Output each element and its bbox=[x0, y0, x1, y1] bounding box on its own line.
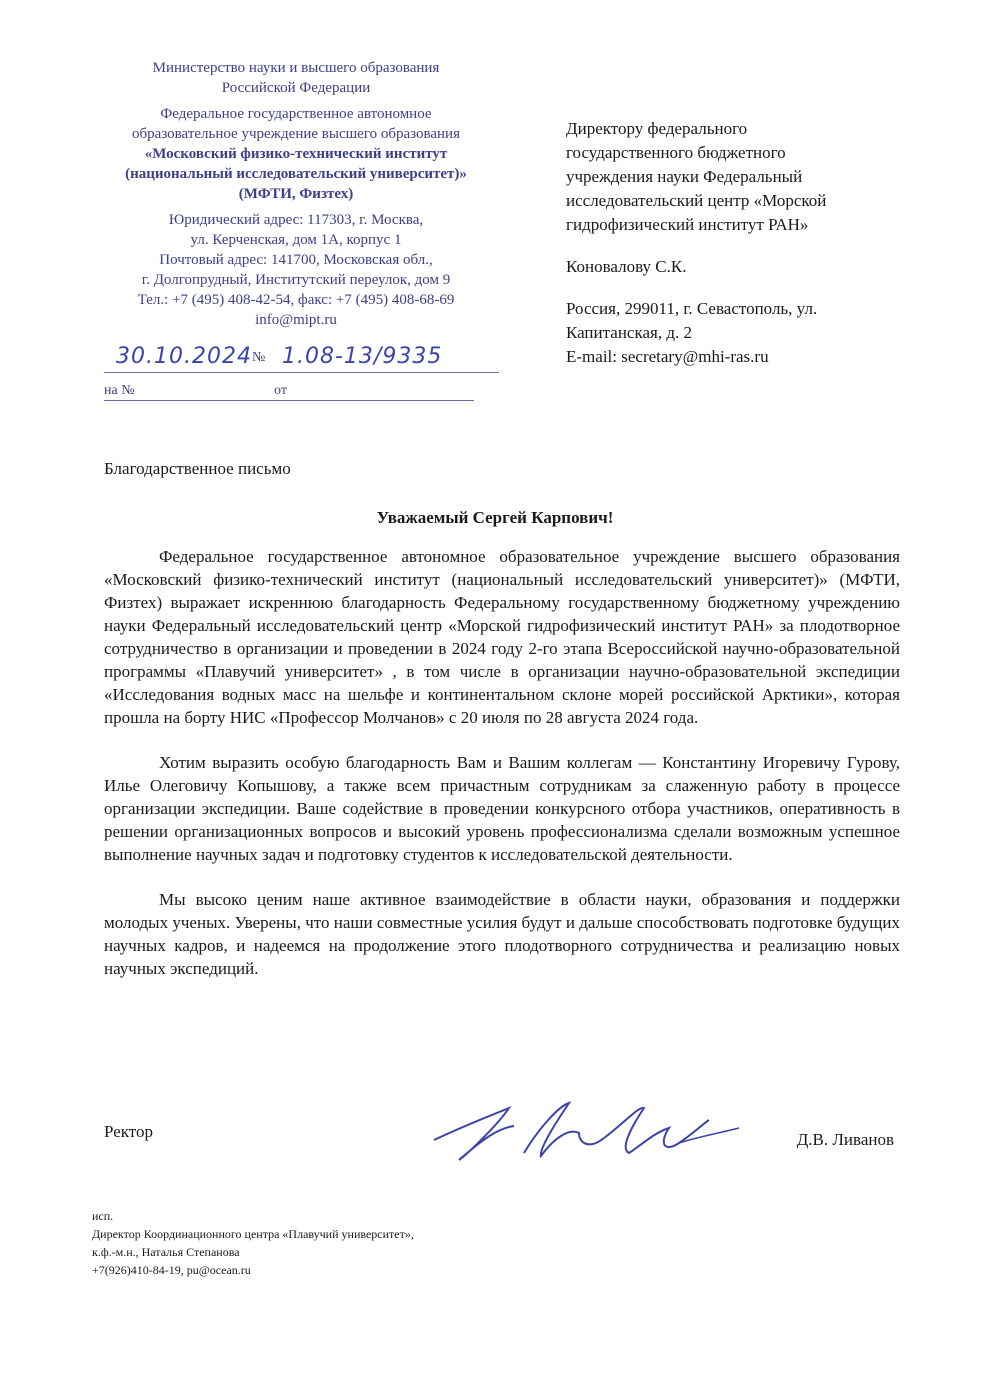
recipient-name: Коновалову С.К. bbox=[566, 257, 687, 276]
legal-address-2: ул. Керченская, дом 1А, корпус 1 bbox=[190, 232, 402, 248]
registration-number: 1.08-13/9335 bbox=[282, 344, 443, 369]
body-paragraph-3: Мы высоко ценим наше активное взаимодействие в области науки, образования и поддержки молодых ученых. Уверены, что наши совместные усилия будут и дальше способствовать подготовке будущих научных кадров, и надеемся на продолжение этого плодотворного сотрудничества и реализацию новых научных экспедиций. bbox=[104, 890, 900, 978]
recipient-position-2: государственного бюджетного bbox=[566, 143, 786, 162]
executor-name: к.ф.-м.н., Наталья Степанова bbox=[92, 1245, 240, 1259]
institution-name-1: «Московский физико-технический институт bbox=[144, 146, 448, 162]
executor-position: Директор Координационного центра «Плавучий университет», bbox=[92, 1227, 414, 1241]
executor-contacts: +7(926)410-84-19, pu@ocean.ru bbox=[92, 1263, 251, 1277]
recipient-email: E-mail: secretary@mhi-ras.ru bbox=[566, 347, 769, 366]
postal-address-1: Почтовый адрес: 141700, Московская обл., bbox=[159, 252, 433, 268]
signatory-title: Ректор bbox=[104, 1122, 154, 1141]
recipient-block bbox=[566, 117, 906, 369]
phone-fax: Тел.: +7 (495) 408-42-54, факс: +7 (495) 408-68-69 bbox=[137, 292, 455, 308]
signatory-name: Д.В. Ливанов bbox=[796, 1130, 894, 1149]
recipient-position-4: исследовательский центр «Морской bbox=[566, 191, 827, 210]
handwritten-signature-icon bbox=[429, 1098, 749, 1168]
institution-name-2: (национальный исследовательский университет)» bbox=[125, 166, 467, 182]
letter-subject: Благодарственное письмо bbox=[104, 459, 291, 478]
body-paragraph-1: Федеральное государственное автономное образовательное учреждение высшего образования «Московский физико-технический институт (национальный исследовательский университет)» (МФТИ, Физтех) выражает искреннюю благодарность Федеральному государственному бюджетному учреждению науки Федеральный исследовательский центр «Морской гидрофизический институт РАН» за плодотворное сотрудничество в организации и проведении в 2024 году 2-го этапа Всероссийской научно-образовательной программы «Плавучий университет» , в том числе в организации научно-образовательной экспедиции «Исследования водных масс на шельфе и континентальном склоне морей российской Арктики», которая прошла на борту НИС «Профессор Молчанов» с 20 июля по 28 августа 2024 года. bbox=[104, 547, 900, 727]
number-label: № bbox=[252, 350, 266, 365]
postal-address-2: г. Долгопрудный, Институтский переулок, дом 9 bbox=[141, 272, 451, 288]
recipient-position-3: учреждения науки Федеральный bbox=[566, 167, 803, 186]
recipient-address-1: Россия, 299011, г. Севастополь, ул. bbox=[566, 299, 818, 318]
executor-block bbox=[92, 1207, 414, 1279]
letter-body bbox=[104, 545, 900, 1002]
reference-line bbox=[104, 384, 474, 401]
ref-from-label: от bbox=[274, 383, 287, 398]
executor-label: исп. bbox=[92, 1209, 114, 1223]
registration-block bbox=[104, 342, 504, 402]
ministry-line-2: Российской Федерации bbox=[221, 80, 371, 96]
signature-block bbox=[104, 1120, 894, 1170]
institution-line-2: образовательное учреждение высшего образования bbox=[132, 126, 460, 142]
legal-address-1: Юридический адрес: 117303, г. Москва, bbox=[168, 212, 424, 228]
ref-number-label: на № bbox=[104, 383, 135, 398]
recipient-position-1: Директору федерального bbox=[566, 119, 748, 138]
recipient-position-5: гидрофизический институт РАН» bbox=[566, 215, 809, 234]
body-paragraph-2: Хотим выразить особую благодарность Вам и Вашим коллегам — Константину Игоревичу Гурову, Илье Олеговичу Копышову, а также всем причастным сотрудникам за слаженную работу в процессе организации экспедиции. Ваше содействие в проведении конкурсного отбора участников, оперативность в решении организационных вопросов и высокий уровень профессионализма сделали возможным успешное выполнение научных задач и подготовку студентов к исследовательской деятельности. bbox=[104, 753, 900, 864]
institution-line-1: Федеральное государственное автономное bbox=[160, 106, 432, 122]
institution-email: info@mipt.ru bbox=[255, 312, 337, 328]
institution-abbr: (МФТИ, Физтех) bbox=[238, 186, 354, 202]
ministry-line-1: Министерство науки и высшего образования bbox=[152, 60, 440, 76]
registration-date: 30.10.2024 bbox=[116, 344, 252, 369]
registration-line bbox=[104, 342, 499, 373]
recipient-address-2: Капитанская, д. 2 bbox=[566, 323, 692, 342]
letterhead-stamp bbox=[96, 58, 496, 330]
greeting: Уважаемый Сергей Карпович! bbox=[376, 508, 614, 527]
